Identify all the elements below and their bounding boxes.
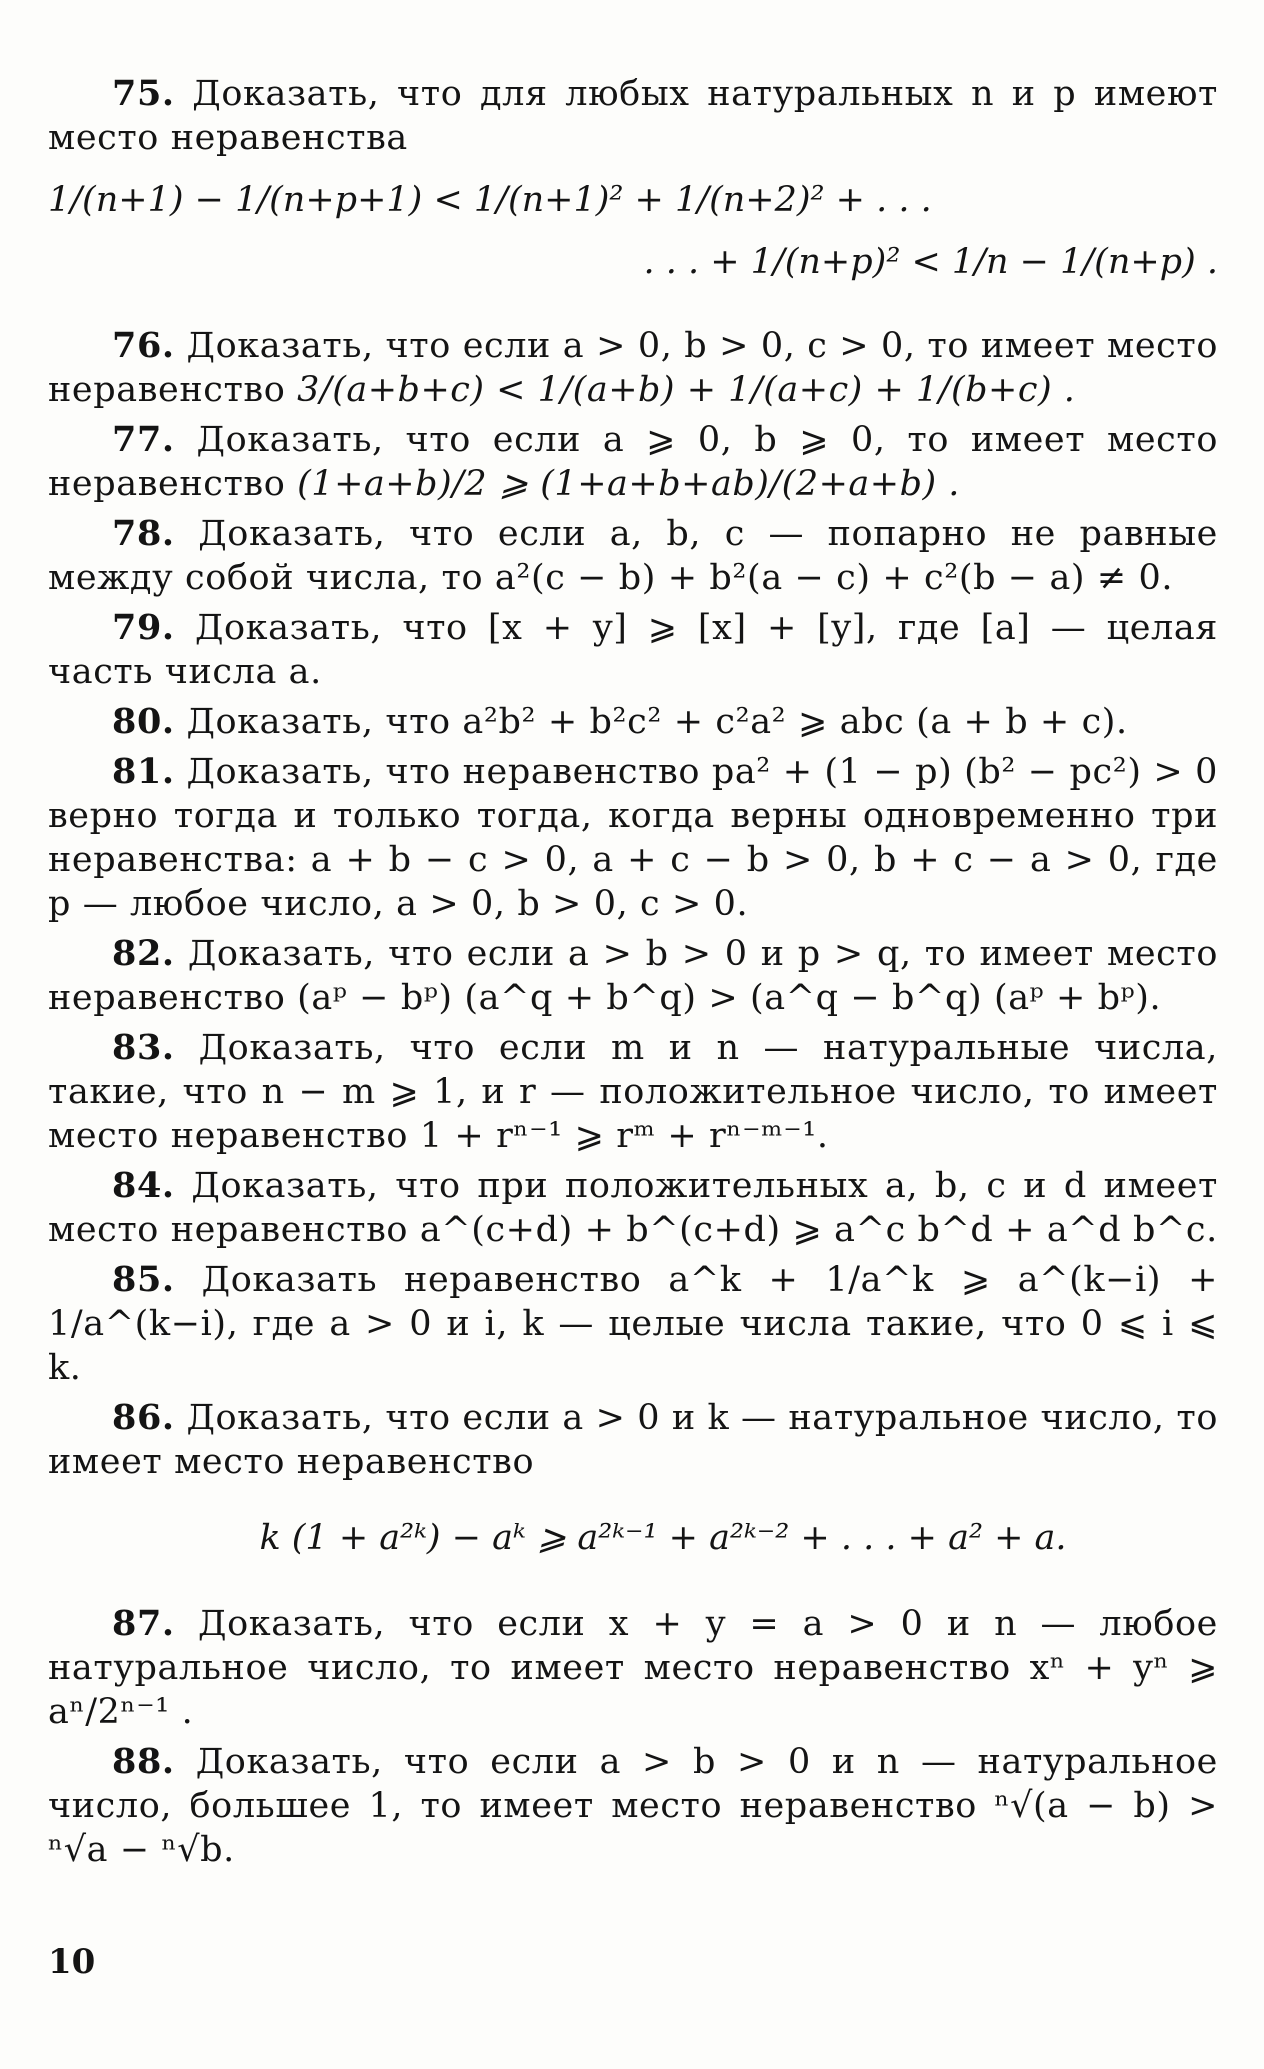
problem-80: [48, 700, 1218, 744]
problem-88: [48, 1740, 1218, 1872]
problem-75: [48, 72, 1218, 160]
problem-86: [48, 1396, 1218, 1484]
formula-76: 3/(a+b+c) < 1/(a+b) + 1/(a+c) + 1/(b+c) .: [297, 370, 1076, 410]
problem-text: Доказать, что если x + y = a > 0 и n — любое натуральное число, то имеет место неравенство xⁿ + yⁿ ⩾ aⁿ/2ⁿ⁻¹ .: [48, 1604, 1218, 1732]
formula-75-line2: . . . + 1/(n+p)² < 1/n − 1/(n+p) .: [643, 242, 1218, 282]
problem-84: [48, 1164, 1218, 1252]
problem-number: 75.: [112, 73, 175, 114]
problem-87: [48, 1602, 1218, 1734]
problem-text: Доказать, что если a > b > 0 и n — натуральное число, большее 1, то имеет место неравенство ⁿ√(a − b) > ⁿ√a − ⁿ√b.: [48, 1742, 1218, 1870]
problem-text: Доказать, что a²b² + b²c² + c²a² ⩾ abc (a + b + c).: [186, 702, 1128, 742]
problem-number: 77.: [112, 419, 175, 460]
problem-number: 81.: [112, 751, 175, 792]
problem-77: [48, 418, 1218, 506]
problem-text: Доказать, что для любых натуральных n и p имеют место неравенства: [48, 74, 1218, 158]
problem-76: [48, 324, 1218, 412]
problem-78: [48, 512, 1218, 600]
problem-text: Доказать, что если a > b > 0 и p > q, то имеет место неравенство (aᵖ − bᵖ) (a^q + b^q) > (a^q − b^q) (aᵖ + bᵖ).: [48, 934, 1218, 1018]
problem-83: [48, 1026, 1218, 1158]
problem-text: Доказать неравенство a^k + 1/a^k ⩾ a^(k−i) + 1/a^(k−i), где a > 0 и i, k — целые числа такие, что 0 ⩽ i ⩽ k.: [48, 1260, 1218, 1388]
problem-text: Доказать, что если a ⩾ 0, b ⩾ 0, то имеет место неравенство: [48, 420, 1218, 504]
problem-number: 79.: [112, 607, 175, 648]
problem-number: 76.: [112, 325, 175, 366]
problem-number: 84.: [112, 1165, 175, 1206]
formula-75-line1: 1/(n+1) − 1/(n+p+1) < 1/(n+1)² + 1/(n+2)² + . . .: [48, 180, 932, 220]
problem-number: 83.: [112, 1027, 175, 1068]
problem-82: [48, 932, 1218, 1020]
problem-number: 80.: [112, 701, 175, 742]
problem-text: Доказать, что если a, b, c — попарно не равные между собой числа, то a²(c − b) + b²(a − c) + c²(b − a) ≠ 0.: [48, 514, 1218, 598]
problem-79: [48, 606, 1218, 694]
formula-86: k (1 + a²ᵏ) − aᵏ ⩾ a²ᵏ⁻¹ + a²ᵏ⁻² + . . . + a² + a.: [259, 1518, 1067, 1558]
problem-text: Доказать, что если m и n — натуральные числа, такие, что n − m ⩾ 1, и r — положительное число, то имеет место неравенство 1 + rⁿ⁻¹ ⩾ rᵐ + rⁿ⁻ᵐ⁻¹.: [48, 1028, 1218, 1156]
page-number: 10: [48, 1942, 96, 1982]
formula-77: (1+a+b)/2 ⩾ (1+a+b+ab)/(2+a+b) .: [297, 464, 960, 504]
problem-text: Доказать, что при положительных a, b, c и d имеет место неравенство a^(c+d) + b^(c+d) ⩾ a^c b^d + a^d b^c.: [48, 1166, 1218, 1250]
problem-number: 82.: [112, 933, 175, 974]
problem-number: 78.: [112, 513, 175, 554]
problem-text: Доказать, что неравенство pa² + (1 − p) (b² − pc²) > 0 верно тогда и только тогда, когда верны одновременно три неравенства: a + b − c > 0, a + c − b > 0, b + c − a > 0, где p — любое число, a > 0, b > 0, c > 0.: [48, 752, 1218, 924]
problem-85: [48, 1258, 1218, 1390]
problem-text: Доказать, что если a > 0 и k — натуральное число, то имеет место неравенство: [48, 1398, 1218, 1482]
problem-number: 85.: [112, 1259, 175, 1300]
page-content: [48, 72, 1218, 1878]
problem-81: [48, 750, 1218, 926]
problem-text: Доказать, что если a > 0, b > 0, c > 0, то имеет место неравенство: [48, 326, 1218, 410]
problem-number: 87.: [112, 1603, 175, 1644]
problem-number: 86.: [112, 1397, 175, 1438]
problem-number: 88.: [112, 1741, 175, 1782]
problem-text: Доказать, что [x + y] ⩾ [x] + [y], где [a] — целая часть числа a.: [48, 608, 1218, 692]
